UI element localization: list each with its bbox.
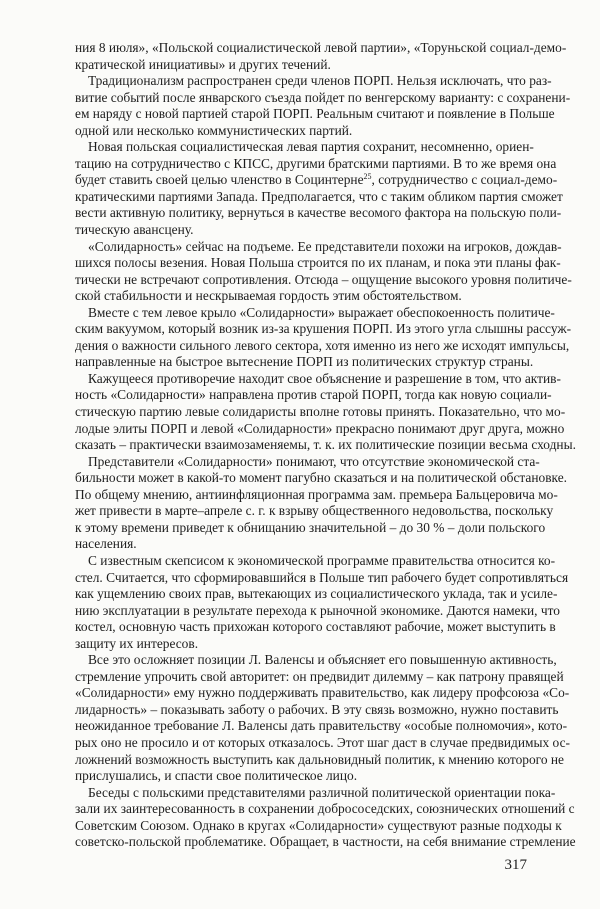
text-line: прислушались, и спасти свое политическое лицо. xyxy=(75,768,358,784)
paragraph xyxy=(75,40,567,73)
paragraph xyxy=(75,73,571,139)
text-line: Беседы с польскими представителями различной политической ориентации пока- xyxy=(88,784,556,800)
text-line: тическую авансцену. xyxy=(75,222,194,238)
text-line: тацию на сотрудничество с КПСС, другими братскими партиями. В то же время она xyxy=(75,155,557,171)
text-line: защиту их интересов. xyxy=(75,635,199,651)
text-line: нию эксплуатации в результате перехода к рыночной экономике. Даются намеки, что xyxy=(75,602,560,618)
paragraph xyxy=(75,453,567,553)
text-line: как ущемлению своих прав, вытекающих из социалистического уклада, так и усиле- xyxy=(75,586,558,602)
text-line: ем наряду с новой партией старой ПОРП. Реальным считают и появление в Польше xyxy=(75,106,555,122)
text-line: ность «Солидарности» направлена против старой ПОРП, тогда как новую социали- xyxy=(75,387,552,403)
text-line: С известным скепсисом к экономической программе правительства относится ко- xyxy=(88,552,556,568)
text-line: населения. xyxy=(75,536,137,552)
text-line: Традиционализм распространен среди членов ПОРП. Нельзя исключать, что раз- xyxy=(88,73,552,89)
text-line: одной или несколько коммунистических партий. xyxy=(75,122,353,138)
paragraph xyxy=(75,238,572,305)
footnote-ref: 25 xyxy=(363,172,372,182)
text-line: «Солидарность» сейчас на подъеме. Ее представители похожи на игроков, дождав- xyxy=(88,238,562,254)
text-line: неожиданное требование Л. Валенсы дать правительству «особые полномочия», кото- xyxy=(75,718,568,734)
text-line: кратической инициативы» и других течений. xyxy=(75,56,331,72)
text-line: стическую партию левые солидаристы вполне готовы принять. Показательно, что мо- xyxy=(75,404,566,420)
text-line: Все это осложняет позиции Л. Валенсы и объясняет его повышенную активность, xyxy=(88,652,557,668)
text-segment: будет ставить своей целью членство в Социнтерне xyxy=(75,172,364,188)
text-line: шихся полосы везения. Новая Польша строится по их планам, и пока эти планы фак- xyxy=(75,255,561,271)
text-line: ским вакуумом, который возник из-за крушения ПОРП. Из этого угла слышны рассуж- xyxy=(75,321,572,337)
text-line: советско-польской проблематике. Обращает, в частности, на себя внимание стремление xyxy=(75,834,576,850)
text-line: направленные на быстрое вытеснение ПОРП из политических структур страны. xyxy=(75,354,534,370)
text-line: ния 8 июля», «Польской социалистической левой партии», «Торуньской социал-демо- xyxy=(75,40,567,55)
text-line: По общему мнению, антиинфляционная программа зам. премьера Бальцеровича мо- xyxy=(75,486,558,502)
paragraph xyxy=(75,139,563,238)
page-body-text xyxy=(75,40,576,851)
text-line: тически не встречают сопротивления. Отсюда – ощущение высокого уровня политиче- xyxy=(75,271,572,287)
paragraph xyxy=(75,652,570,784)
text-line: витие событий после январского съезда пойдет по венгерскому варианту: с сохранени- xyxy=(75,89,571,105)
text-line: рых оно не просило и от которых отказалось. Этот шаг даст в случае предвидимых ос- xyxy=(75,734,570,750)
text-line: вести активную политику, вернуться в качестве весомого фактора на польскую поли- xyxy=(75,205,562,221)
paragraph xyxy=(75,552,569,652)
text-line: Новая польская социалистическая левая партия сохранит, несомненно, ориен- xyxy=(88,139,534,155)
text-line: сказать – практически взаимозаменяемы, т. к. их политические позиции весьма сходны. xyxy=(75,437,576,453)
text-line: лодые элиты ПОРП и левой «Солидарности» прекрасно понимают друг друга, можно xyxy=(75,420,565,436)
text-line: бильности может в какой-то момент пагубно сказаться и на политической обстановке. xyxy=(75,470,567,486)
text-line: к этому времени приведет к обнищанию значительной – до 30 % – доли польского xyxy=(75,519,546,535)
text-segment: , сотрудничество с социал-демо- xyxy=(371,172,558,188)
paragraph xyxy=(75,784,576,851)
text-line: ложнений возможность выступить как дальновидный политик, к мнению которого не xyxy=(75,751,564,767)
text-line: лидарность» – показывать заботу о рабочих. В эту связь возможно, нужно поставить xyxy=(75,701,559,717)
text-line: стел. Считается, что сформировавшийся в Польше тип рабочего будет сопротивляться xyxy=(75,569,569,585)
text-line: Советским Союзом. Однако в кругах «Солидарности» существуют разные подходы к xyxy=(75,817,562,833)
text-line xyxy=(75,172,558,189)
text-line: ской стабильности и нескрываемая гордость этим обстоятельством. xyxy=(75,288,462,304)
text-line: костел, основную часть прихожан которого составляют рабочие, может выступить в xyxy=(75,619,556,635)
text-line: Представители «Солидарности» понимают, что отсутствие экономической ста- xyxy=(88,453,540,469)
text-line: Кажущееся противоречие находит свое объяснение и разрешение в том, что актив- xyxy=(88,370,561,386)
text-line: Вместе с тем левое крыло «Солидарности» выражает обеспокоенность политиче- xyxy=(88,304,555,320)
text-line: жет привести в марте–апреле с. г. к взрыву общественного недовольства, поскольку xyxy=(75,503,554,519)
text-line: стремление упрочить свой авторитет: он предвидит дилемму – как патрону правящей xyxy=(75,668,564,684)
text-line: кратическими партиями Запада. Предполагается, что с таким обликом партия сможет xyxy=(75,188,563,204)
text-line: «Солидарности» ему нужно поддерживать правительство, как лидеру профсоюза «Со- xyxy=(75,685,570,701)
text-line: зали их заинтересованность в сохранении добрососедских, союзнических отношений с xyxy=(75,801,575,817)
text-line: дения о важности сильного левого сектора, хотя именно из него же исходят импульсы, xyxy=(75,337,570,353)
page-number: 317 xyxy=(504,857,527,873)
paragraph xyxy=(75,370,576,454)
paragraph xyxy=(75,304,572,371)
